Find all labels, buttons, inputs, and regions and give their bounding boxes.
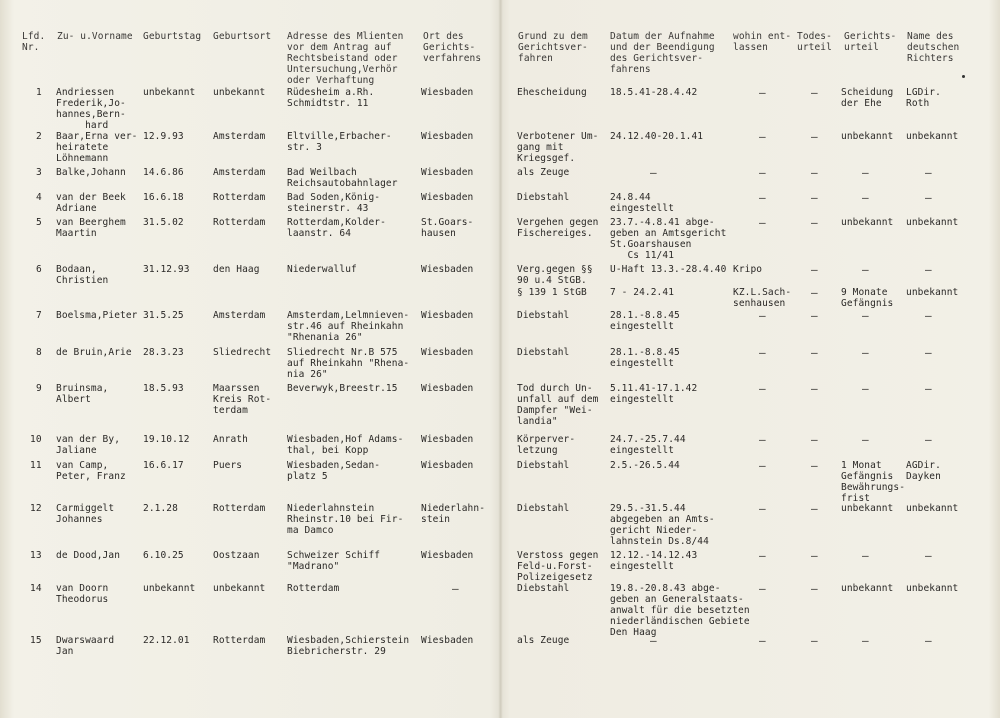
cell-dates: 18.5.41-28.4.42 xyxy=(610,87,698,98)
cell-released: – xyxy=(759,502,766,515)
cell-nr: 15 xyxy=(30,635,42,646)
cell-judge: unbekannt xyxy=(906,583,959,594)
cell-judgement: – xyxy=(862,549,869,562)
cell-death: – xyxy=(811,191,818,204)
cell-judgement: – xyxy=(862,191,869,204)
paper-edge-left xyxy=(0,0,14,718)
cell-judge: – xyxy=(925,191,932,204)
cell-death: – xyxy=(811,130,818,143)
header-birthplace: Geburtsort xyxy=(213,31,272,42)
cell-birthday: 19.10.12 xyxy=(143,434,190,445)
cell-dates: 29.5.-31.5.44 abgegeben an Amts- gericht Nieder- lahnstein Ds.8/44 xyxy=(610,503,715,547)
cell-court-place: Wiesbaden xyxy=(421,87,474,98)
cell-death: – xyxy=(811,582,818,595)
cell-nr: 9 xyxy=(36,383,42,394)
cell-name: van der Beek Adriane xyxy=(56,192,126,214)
cell-judge: – xyxy=(925,433,932,446)
cell-reason: Tod durch Un- unfall auf dem Dampfer "Wei- landia" xyxy=(517,383,599,427)
cell-address: Amsterdam,Lelmnieven- str.46 auf Rheinkahn "Rhenania 26" xyxy=(287,310,410,343)
cell-address: Schweizer Schiff "Madrano" xyxy=(287,550,381,572)
cell-judgement: unbekannt xyxy=(841,217,894,228)
cell-dates: 24.8.44 eingestellt xyxy=(610,192,675,214)
cell-death: – xyxy=(811,634,818,647)
cell-released: – xyxy=(759,433,766,446)
cell-nr: 12 xyxy=(30,503,42,514)
cell-birthplace: Rotterdam xyxy=(213,192,266,203)
cell-judgement: – xyxy=(862,634,869,647)
cell-released: – xyxy=(759,634,766,647)
cell-released: – xyxy=(759,166,766,179)
cell-birthplace: Maarssen Kreis Rot- terdam xyxy=(213,383,272,416)
header-nr: Lfd. Nr. xyxy=(22,31,46,53)
cell-birthday: 18.5.93 xyxy=(143,383,184,394)
cell-address: Niederwalluf xyxy=(287,264,357,275)
cell-released: – xyxy=(759,549,766,562)
cell-birthplace: unbekannt xyxy=(213,583,266,594)
cell-birthday: 31.12.93 xyxy=(143,264,190,275)
cell-judgement: unbekannt xyxy=(841,583,894,594)
cell-dates: 12.12.-14.12.43 eingestellt xyxy=(610,550,698,572)
cell-nr: 8 xyxy=(36,347,42,358)
cell-dates: 28.1.-8.8.45 eingestellt xyxy=(610,310,680,332)
cell-name: Andriessen Frederik,Jo- hannes,Bern- hard xyxy=(56,87,126,131)
cell-court-place: Wiesbaden xyxy=(421,635,474,646)
cell-judgement: – xyxy=(862,346,869,359)
cell-judge: – xyxy=(925,166,932,179)
cell-name: de Dood,Jan xyxy=(56,550,121,561)
cell-released: – xyxy=(759,346,766,359)
cell-court-place: Wiesbaden xyxy=(421,131,474,142)
header-reason: Grund zu dem Gerichtsver- fahren xyxy=(518,31,588,64)
cell-name: de Bruin,Arie xyxy=(56,347,132,358)
header-death: Todes- urteil xyxy=(797,31,832,53)
cell-birthplace: Sliedrecht xyxy=(213,347,272,358)
cell-court-place: – xyxy=(452,582,459,595)
cell-reason: Verstoss gegen Feld-u.Forst- Polizeigesetz xyxy=(517,550,599,583)
cell-judge: unbekannt xyxy=(906,503,959,514)
cell-death: – xyxy=(811,286,818,299)
cell-nr: 5 xyxy=(36,217,42,228)
cell-name: van Beerghem Maartin xyxy=(56,217,126,239)
cell-address: Wiesbaden,Sedan- platz 5 xyxy=(287,460,381,482)
cell-court-place: Wiesbaden xyxy=(421,192,474,203)
cell-judgement: – xyxy=(862,309,869,322)
cell-released: – xyxy=(759,382,766,395)
cell-judge: – xyxy=(925,634,932,647)
cell-name: Boelsma,Pieter xyxy=(56,310,138,321)
cell-reason: Verg.gegen §§ 90 u.4 StGB. xyxy=(517,264,593,286)
cell-nr: 1 xyxy=(36,87,42,98)
cell-reason: Diebstahl xyxy=(517,347,570,358)
cell-reason: § 139 1 StGB xyxy=(517,287,587,298)
cell-reason: Verbotener Um- gang mit Kriegsgef. xyxy=(517,131,599,164)
cell-released: – xyxy=(759,216,766,229)
cell-court-place: St.Goars- hausen xyxy=(421,217,474,239)
header-address: Adresse des Mlienten vor dem Antrag auf Rechtsbeistand oder Untersuchung,Verhör oder Verhaftung xyxy=(287,31,404,86)
cell-judgement: Scheidung der Ehe xyxy=(841,87,894,109)
cell-birthday: 31.5.02 xyxy=(143,217,184,228)
cell-nr: 2 xyxy=(36,131,42,142)
cell-reason: Ehescheidung xyxy=(517,87,587,98)
cell-judgement: 1 Monat Gefängnis Bewährungs- frist xyxy=(841,460,906,504)
cell-address: Bad Weilbach Reichsautobahnlager xyxy=(287,167,398,189)
cell-dates: 19.8.-20.8.43 abge- geben an Generalstaats- anwalt für die besetzten niederländischen Gebiete Den Haag xyxy=(610,583,750,638)
header-judgement: Gerichts- urteil xyxy=(844,31,897,53)
cell-birthplace: Amsterdam xyxy=(213,131,266,142)
header-name: Zu- u.Vorname xyxy=(57,31,133,42)
cell-reason: Diebstahl xyxy=(517,460,570,471)
cell-reason: Diebstahl xyxy=(517,192,570,203)
cell-birthplace: Rotterdam xyxy=(213,635,266,646)
cell-released: Kripo xyxy=(733,264,763,275)
cell-birthday: 16.6.17 xyxy=(143,460,184,471)
cell-name: Balke,Johann xyxy=(56,167,126,178)
cell-reason: Körperver- letzung xyxy=(517,434,576,456)
cell-birthday: 6.10.25 xyxy=(143,550,184,561)
cell-name: Bodaan, Christien xyxy=(56,264,109,286)
cell-court-place: Niederlahn- stein xyxy=(421,503,486,525)
cell-reason: Diebstahl xyxy=(517,503,570,514)
cell-dates: – xyxy=(650,634,657,647)
cell-judgement: – xyxy=(862,382,869,395)
cell-released: – xyxy=(759,582,766,595)
cell-birthday: 12.9.93 xyxy=(143,131,184,142)
cell-address: Rotterdam,Kolder- laanstr. 64 xyxy=(287,217,386,239)
cell-released: – xyxy=(759,309,766,322)
cell-nr: 6 xyxy=(36,264,42,275)
cell-judge: LGDir. Roth xyxy=(906,87,941,109)
cell-nr: 11 xyxy=(30,460,42,471)
cell-judgement: – xyxy=(862,166,869,179)
cell-dates: 23.7.-4.8.41 abge- geben an Amtsgericht St.Goarshausen Cs 11/41 xyxy=(610,217,727,261)
cell-birthday: 14.6.86 xyxy=(143,167,184,178)
cell-birthday: 22.12.01 xyxy=(143,635,190,646)
cell-birthday: 16.6.18 xyxy=(143,192,184,203)
cell-dates: 24.12.40-20.1.41 xyxy=(610,131,704,142)
cell-dates: 24.7.-25.7.44 eingestellt xyxy=(610,434,686,456)
cell-birthplace: Amsterdam xyxy=(213,167,266,178)
cell-death: – xyxy=(811,459,818,472)
cell-judge: unbekannt xyxy=(906,217,959,228)
cell-birthplace: den Haag xyxy=(213,264,260,275)
cell-address: Eltville,Erbacher- str. 3 xyxy=(287,131,392,153)
cell-court-place: Wiesbaden xyxy=(421,347,474,358)
cell-birthplace: Puers xyxy=(213,460,243,471)
cell-judge: – xyxy=(925,549,932,562)
cell-judgement: – xyxy=(862,433,869,446)
cell-birthplace: Amsterdam xyxy=(213,310,266,321)
cell-address: Wiesbaden,Hof Adams- thal, bei Kopp xyxy=(287,434,404,456)
cell-name: Baar,Erna ver- heiratete Löhnemann xyxy=(56,131,138,164)
ink-dot xyxy=(962,75,965,78)
header-released: wohin ent- lassen xyxy=(733,31,792,53)
cell-court-place: Wiesbaden xyxy=(421,167,474,178)
cell-dates: 7 - 24.2.41 xyxy=(610,287,675,298)
cell-name: van Doorn Theodorus xyxy=(56,583,109,605)
paper-edge-right xyxy=(988,0,1000,718)
cell-reason: Diebstahl xyxy=(517,583,570,594)
cell-judge: unbekannt xyxy=(906,131,959,142)
header-judge: Name des deutschen Richters xyxy=(907,31,960,64)
cell-dates: 28.1.-8.8.45 eingestellt xyxy=(610,347,680,369)
cell-judgement: unbekannt xyxy=(841,131,894,142)
page-fold xyxy=(498,0,503,718)
cell-birthplace: unbekannt xyxy=(213,87,266,98)
cell-death: – xyxy=(811,263,818,276)
cell-birthday: 31.5.25 xyxy=(143,310,184,321)
cell-nr: 10 xyxy=(30,434,42,445)
cell-nr: 3 xyxy=(36,167,42,178)
cell-name: van Camp, Peter, Franz xyxy=(56,460,126,482)
cell-released: – xyxy=(759,86,766,99)
cell-address: Sliedrecht Nr.B 575 auf Rheinkahn "Rhena- nia 26" xyxy=(287,347,410,380)
cell-dates: 5.11.41-17.1.42 eingestellt xyxy=(610,383,698,405)
cell-death: – xyxy=(811,166,818,179)
cell-address: Niederlahnstein Rheinstr.10 bei Fir- ma Damco xyxy=(287,503,404,536)
cell-address: Wiesbaden,Schierstein Biebricherstr. 29 xyxy=(287,635,410,657)
cell-nr: 7 xyxy=(36,310,42,321)
cell-dates: U-Haft 13.3.-28.4.40 xyxy=(610,264,727,275)
cell-dates: – xyxy=(650,166,657,179)
cell-address: Bad Soden,König- steinerstr. 43 xyxy=(287,192,381,214)
cell-nr: 13 xyxy=(30,550,42,561)
cell-court-place: Wiesbaden xyxy=(421,460,474,471)
cell-judge: – xyxy=(925,382,932,395)
cell-reason: Diebstahl xyxy=(517,310,570,321)
cell-reason: als Zeuge xyxy=(517,167,570,178)
cell-judgement: – xyxy=(862,263,869,276)
cell-death: – xyxy=(811,216,818,229)
cell-nr: 4 xyxy=(36,192,42,203)
cell-address: Rüdesheim a.Rh. Schmidtstr. 11 xyxy=(287,87,375,109)
cell-death: – xyxy=(811,549,818,562)
cell-reason: Vergehen gegen Fischereiges. xyxy=(517,217,599,239)
cell-judge: AGDir. Dayken xyxy=(906,460,941,482)
cell-address: Beverwyk,Breestr.15 xyxy=(287,383,398,394)
cell-address: Rotterdam xyxy=(287,583,340,594)
cell-judge: – xyxy=(925,263,932,276)
cell-birthplace: Anrath xyxy=(213,434,248,445)
cell-death: – xyxy=(811,309,818,322)
cell-death: – xyxy=(811,382,818,395)
cell-name: Carmiggelt Johannes xyxy=(56,503,115,525)
cell-name: Bruinsma, Albert xyxy=(56,383,109,405)
cell-nr: 14 xyxy=(30,583,42,594)
cell-judgement: 9 Monate Gefängnis xyxy=(841,287,894,309)
header-court-place: Ort des Gerichts- verfahrens xyxy=(423,31,482,64)
header-birthday: Geburtstag xyxy=(143,31,202,42)
cell-death: – xyxy=(811,346,818,359)
cell-court-place: Wiesbaden xyxy=(421,550,474,561)
cell-court-place: Wiesbaden xyxy=(421,310,474,321)
cell-birthplace: Rotterdam xyxy=(213,503,266,514)
cell-judgement: unbekannt xyxy=(841,503,894,514)
cell-released: – xyxy=(759,459,766,472)
cell-released: – xyxy=(759,191,766,204)
cell-death: – xyxy=(811,433,818,446)
cell-dates: 2.5.-26.5.44 xyxy=(610,460,680,471)
cell-birthday: unbekannt xyxy=(143,87,196,98)
cell-name: van der By, Jaliane xyxy=(56,434,121,456)
cell-birthplace: Oostzaan xyxy=(213,550,260,561)
cell-birthplace: Rotterdam xyxy=(213,217,266,228)
cell-birthday: 28.3.23 xyxy=(143,347,184,358)
cell-death: – xyxy=(811,502,818,515)
cell-judge: – xyxy=(925,309,932,322)
cell-court-place: Wiesbaden xyxy=(421,264,474,275)
cell-death: – xyxy=(811,86,818,99)
cell-name: Dwarswaard Jan xyxy=(56,635,115,657)
cell-released: KZ.L.Sach- senhausen xyxy=(733,287,792,309)
cell-birthday: 2.1.28 xyxy=(143,503,178,514)
cell-reason: als Zeuge xyxy=(517,635,570,646)
cell-judge: unbekannt xyxy=(906,287,959,298)
cell-court-place: Wiesbaden xyxy=(421,434,474,445)
cell-court-place: Wiesbaden xyxy=(421,383,474,394)
cell-birthday: unbekannt xyxy=(143,583,196,594)
header-dates: Datum der Aufnahme und der Beendigung des Gerichtsver- fahrens xyxy=(610,31,715,75)
cell-released: – xyxy=(759,130,766,143)
cell-judge: – xyxy=(925,346,932,359)
